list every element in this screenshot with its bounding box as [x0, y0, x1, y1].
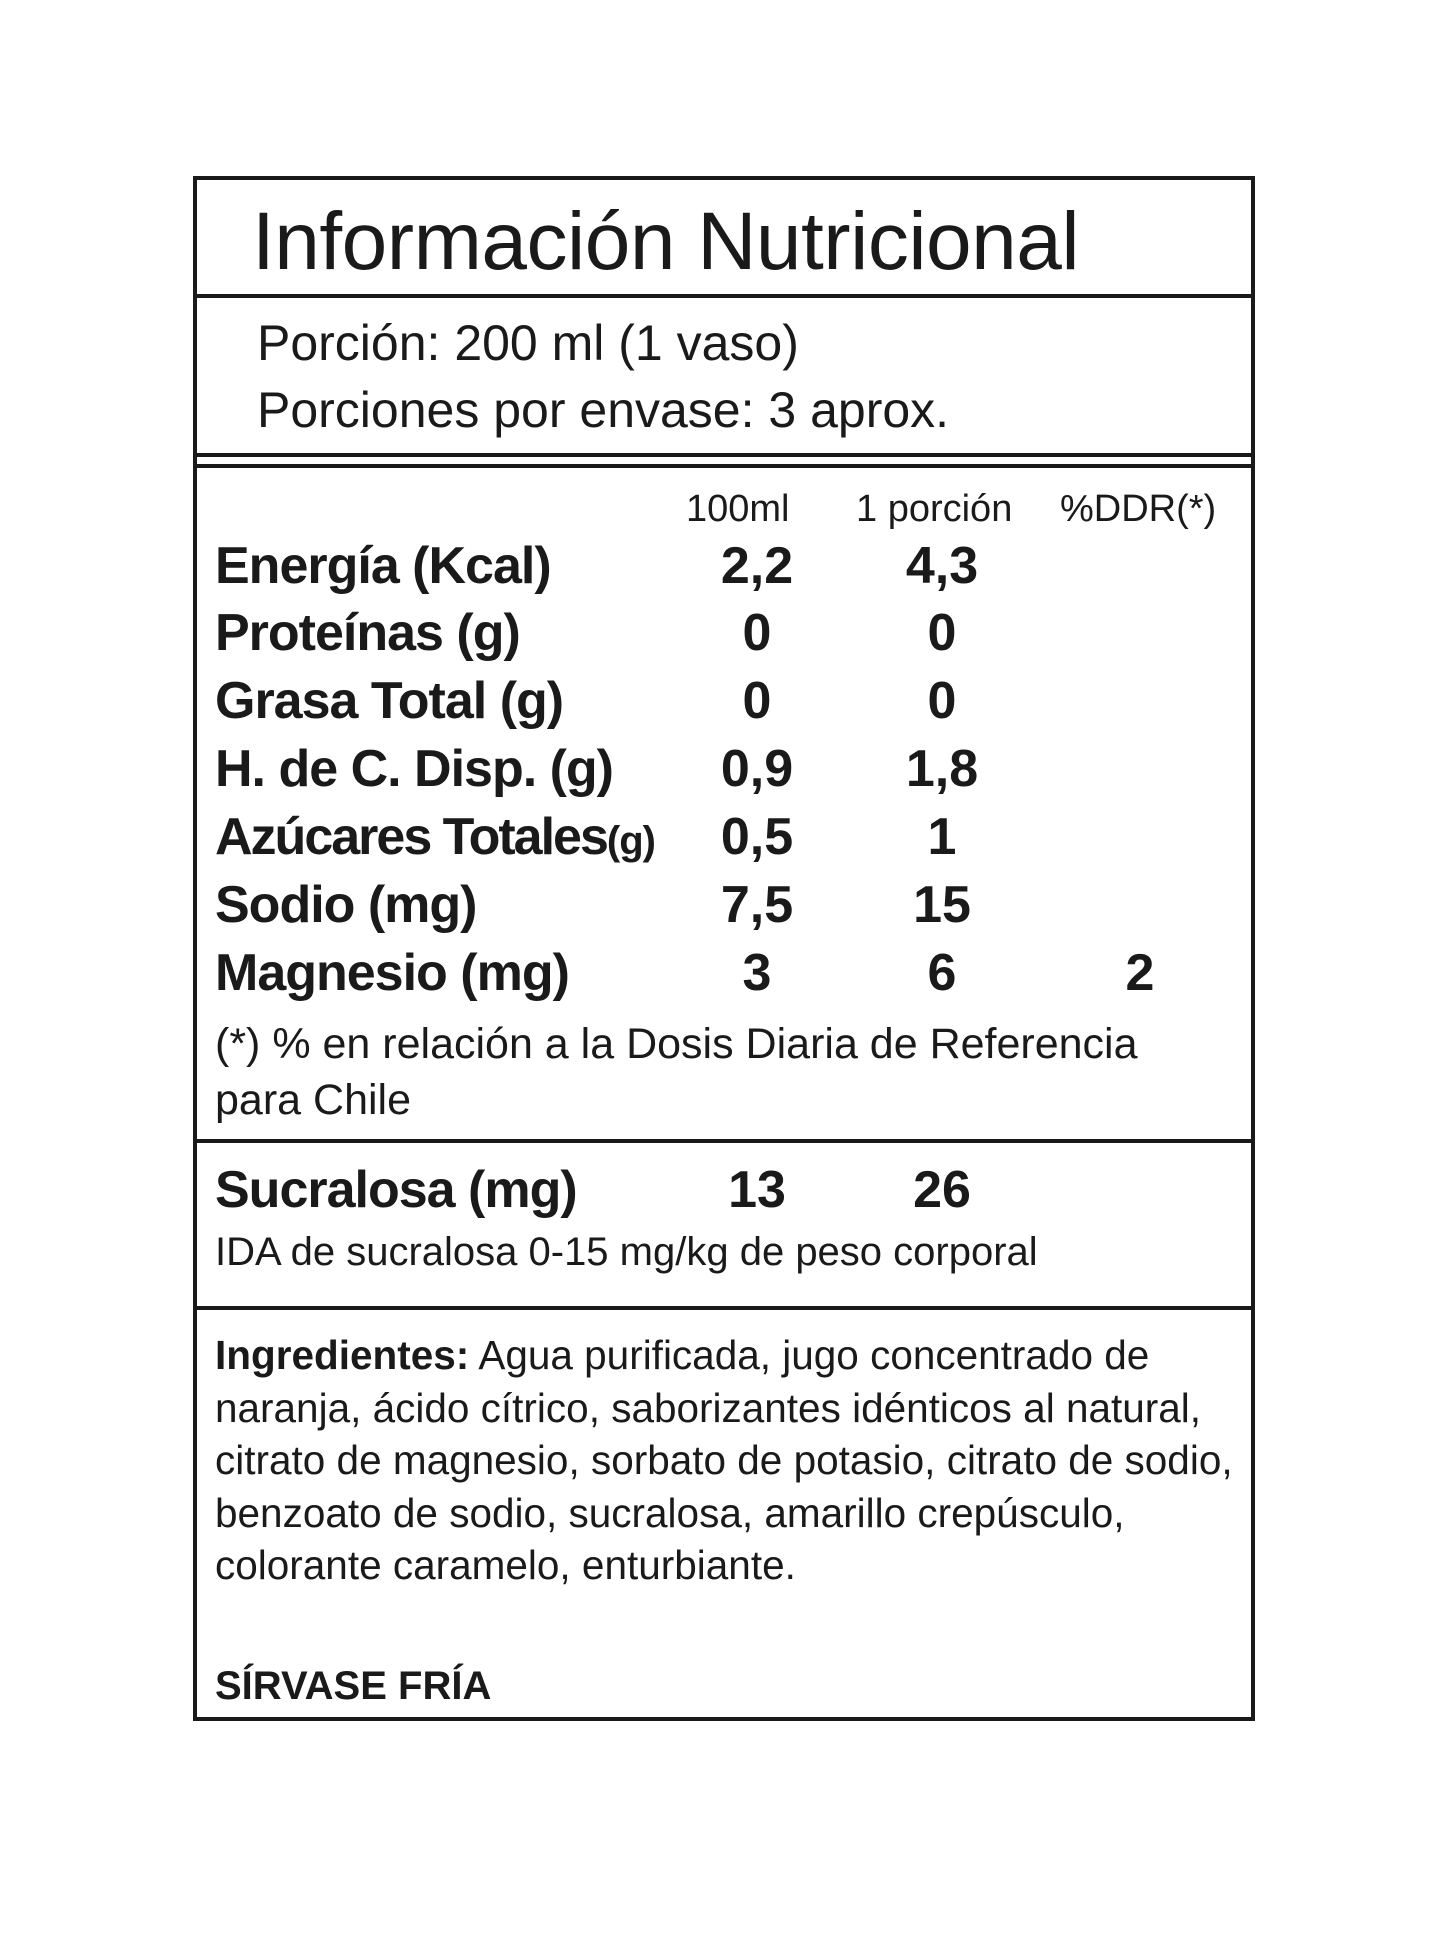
sweetener-value-100ml: 13 [728, 1161, 786, 1219]
sweetener-name: Sucralosa (mg) [215, 1161, 577, 1219]
column-header-100ml: 100ml [686, 488, 790, 530]
serving-divider-top [197, 453, 1251, 457]
sweetener-value-portion: 26 [913, 1161, 971, 1219]
ingredients-label: Ingredientes: [215, 1332, 470, 1378]
nutrient-value-portion: 4,3 [905, 537, 979, 595]
sweetener-ida-note: IDA de sucralosa 0-15 mg/kg de peso corporal [215, 1230, 1038, 1274]
nutrient-row [215, 536, 1235, 596]
nutrient-value-portion: 1,8 [905, 740, 979, 798]
nutrient-name: Magnesio (mg) [215, 944, 569, 1002]
ingredients-text: Agua purificada, jugo concentrado de naranja, ácido cítrico, saborizantes idénticos al natural, citrato de magnesio, sorbato de potasio, citrato de sodio, benzoato de sodio, sucralosa, amarillo crepúsculo, colorante caramelo, enturbiante. [215, 1332, 1233, 1588]
column-header-ddr: %DDR(*) [1060, 488, 1217, 530]
sweetener-divider [197, 1306, 1251, 1310]
nutrient-row [215, 943, 1235, 1003]
serving-divider-bottom [197, 464, 1251, 468]
nutrient-value-portion: 15 [913, 876, 971, 934]
nutrient-name-text: Azúcares Totales [215, 808, 607, 866]
sweetener-row [215, 1160, 1235, 1220]
nutrient-value-100ml: 2,2 [720, 537, 794, 595]
nutrient-value-100ml: 0 [742, 604, 772, 662]
nutrient-value-100ml: 3 [742, 944, 772, 1002]
column-header-portion: 1 porción [856, 488, 1013, 530]
nutrient-value-100ml: 0 [742, 672, 772, 730]
nutrient-value-portion: 0 [927, 672, 957, 730]
nutrient-name: Proteínas (g) [215, 604, 520, 662]
serving-instruction: SÍRVASE FRÍA [215, 1664, 492, 1708]
nutrient-value-portion: 6 [927, 944, 957, 1002]
nutrient-row [215, 807, 1235, 867]
nutrient-unit: (g) [606, 819, 655, 863]
nutrient-value-ddr: 2 [1125, 944, 1155, 1002]
nutrient-row [215, 875, 1235, 935]
nutrient-row [215, 671, 1235, 731]
nutrient-row [215, 739, 1235, 799]
nutrient-name: Energía (Kcal) [215, 537, 551, 595]
nutrient-name [215, 807, 655, 871]
nutrient-value-100ml: 0,5 [720, 808, 794, 866]
panel-title: Información Nutricional [252, 196, 1080, 287]
nutrient-value-100ml: 0,9 [720, 740, 794, 798]
ingredients-list [215, 1329, 1240, 1592]
nutrient-value-portion: 0 [927, 604, 957, 662]
servings-per-container: Porciones por envase: 3 aprox. [257, 382, 950, 438]
nutrient-name: H. de C. Disp. (g) [215, 740, 613, 798]
serving-size: Porción: 200 ml (1 vaso) [257, 315, 799, 371]
title-divider [197, 294, 1251, 298]
nutrient-value-100ml: 7,5 [720, 876, 794, 934]
nutrient-name: Grasa Total (g) [215, 672, 564, 730]
nutrients-divider [197, 1139, 1251, 1143]
nutrient-row [215, 603, 1235, 663]
ddr-footnote: (*) % en relación a la Dosis Diaria de Referencia para Chile [215, 1020, 1138, 1124]
nutrient-value-portion: 1 [927, 808, 957, 866]
nutrient-name: Sodio (mg) [215, 876, 477, 934]
nutrition-facts-panel [193, 176, 1255, 1721]
